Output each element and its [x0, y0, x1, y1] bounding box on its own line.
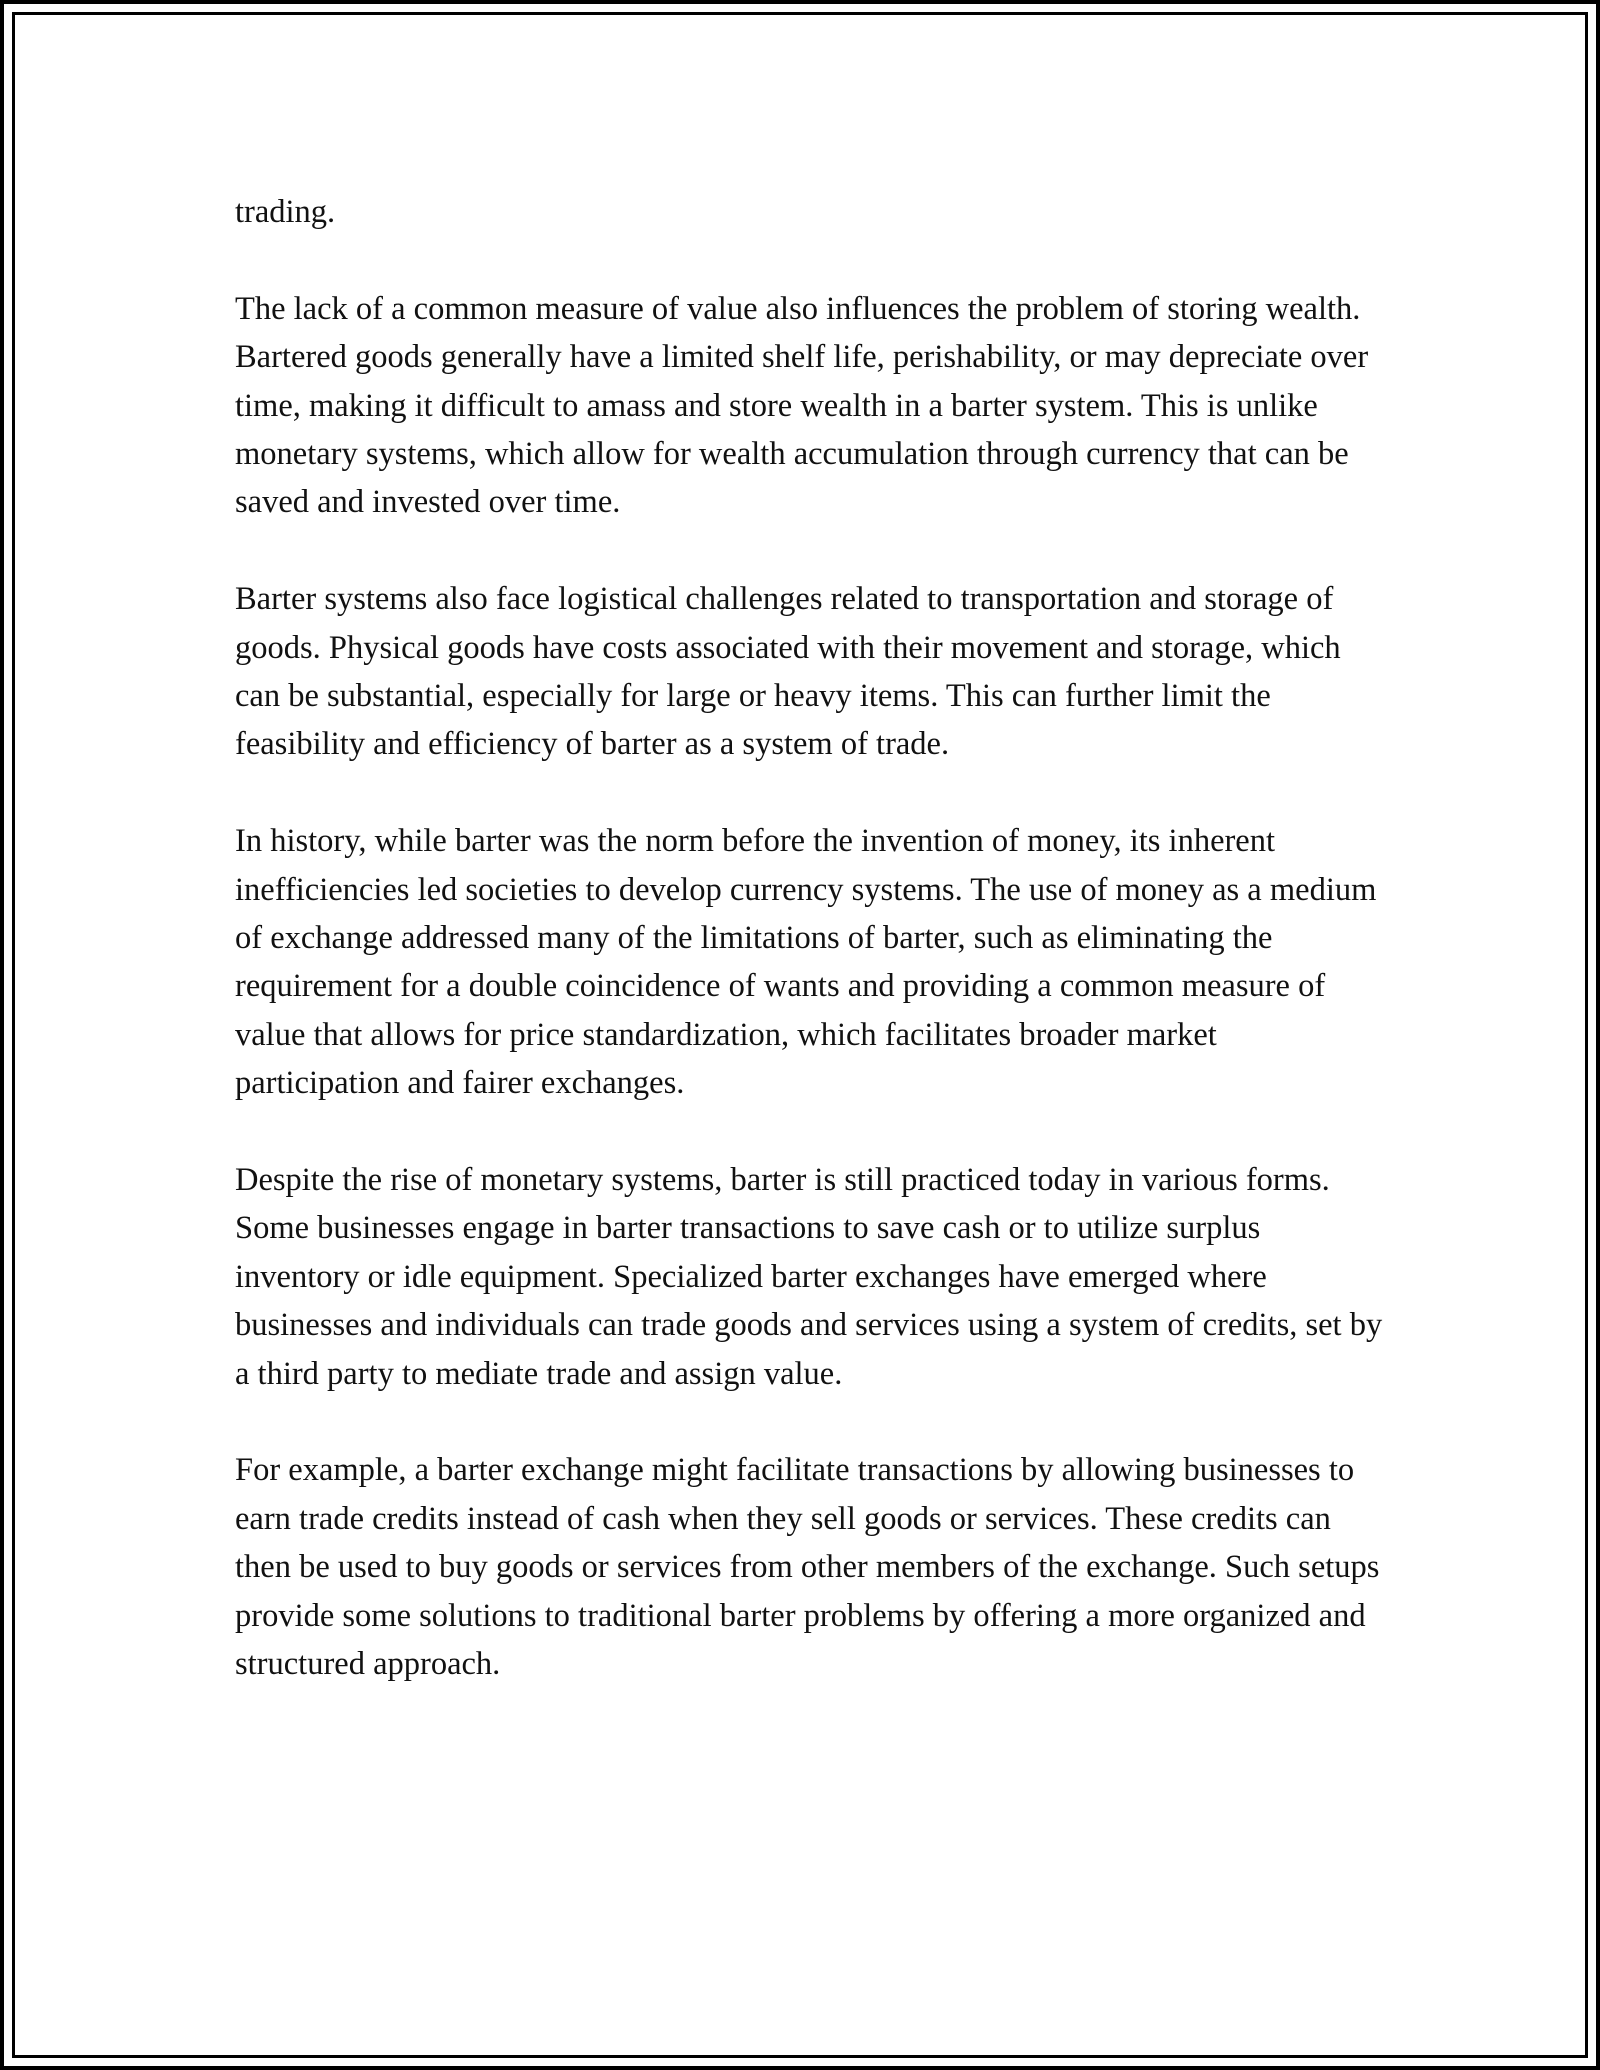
- paragraph-logistics: Barter systems also face logistical challenges related to transportation and storage of goods. Physical goods have costs associated with their movement and storage, which can be substantial, especially for large or heavy items. This can further limit the feasibility and efficiency of barter as a system of trade.: [235, 581, 1341, 763]
- paragraph-modern-barter: Despite the rise of monetary systems, barter is still practiced today in various forms. Some businesses engage in barter transactions to save cash or to utilize surplus inventory or idle equipment. Specialized barter exchanges have emerged where businesses and individuals can trade goods and services using a system of credits, set by a third party to mediate trade and assign value.: [235, 1162, 1383, 1392]
- paragraph-barter-exchange-example: For example, a barter exchange might facilitate transactions by allowing businesses to earn trade credits instead of cash when they sell goods or services. These credits can then be used to buy goods or services from other members of the exchange. Such setups provide some solutions to traditional barter problems by offering a more organized and structured approach.: [235, 1452, 1380, 1683]
- document-body: [235, 188, 1385, 1689]
- paragraph-storing-wealth: The lack of a common measure of value also influences the problem of storing wealth. Bartered goods generally have a limited shelf life, perishability, or may depreciate over time, making it difficult to amass and store wealth in a barter system. This is unlike monetary systems, which allow for wealth accumulation through currency that can be saved and invested over time.: [235, 290, 1369, 521]
- paragraph-history: In history, while barter was the norm before the invention of money, its inherent inefficiencies led societies to develop currency systems. The use of money as a medium of exchange addressed many of the limitations of barter, such as eliminating the requirement for a double coincidence of wants and providing a common measure of value that allows for price standardization, which facilitates broader market participation and fairer exchanges.: [235, 823, 1377, 1102]
- paragraph-continuation: trading.: [235, 194, 336, 230]
